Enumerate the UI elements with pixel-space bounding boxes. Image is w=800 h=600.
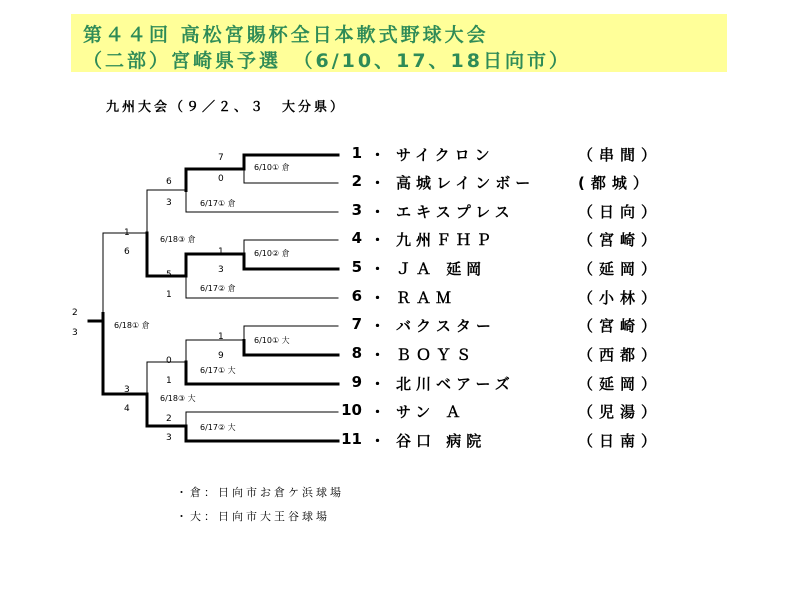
tournament-title: 第４４回 高松宮賜杯全日本軟式野球大会 bbox=[83, 24, 489, 46]
match-info: 6/17① 大 bbox=[200, 366, 236, 375]
match-info: 6/17① 倉 bbox=[200, 199, 236, 208]
score-top: 2 bbox=[166, 414, 172, 424]
score-top: 3 bbox=[124, 385, 130, 395]
score-bottom: 3 bbox=[218, 265, 224, 275]
match-info: 6/18① 倉 bbox=[114, 321, 150, 330]
team-location: （西都） bbox=[578, 346, 663, 364]
kyushu-tournament-note: 九州大会（９／２、３ 大分県） bbox=[106, 100, 347, 115]
team-location: （延岡） bbox=[578, 375, 663, 393]
score-top: 5 bbox=[166, 270, 172, 280]
team-row bbox=[340, 229, 680, 251]
team-name: 九州ＦＨＰ bbox=[396, 231, 497, 249]
legend-kura-stadium: ・倉：日向市お倉ケ浜球場 bbox=[176, 486, 344, 499]
team-separator: ・ bbox=[370, 146, 386, 164]
team-name: 北川ベアーズ bbox=[396, 375, 515, 393]
match-info: 6/10① 倉 bbox=[254, 163, 290, 172]
team-location: （日向） bbox=[578, 203, 663, 221]
score-top: 1 bbox=[124, 228, 130, 238]
team-separator: ・ bbox=[370, 289, 386, 307]
score-bottom: 3 bbox=[166, 433, 172, 443]
score-top: 2 bbox=[72, 308, 78, 318]
team-location: （宮崎） bbox=[578, 231, 663, 249]
team-separator: ・ bbox=[370, 203, 386, 221]
tournament-subtitle: （二部）宮崎県予選 （6/10、17、18日向市） bbox=[83, 50, 571, 72]
team-row bbox=[340, 430, 680, 452]
team-location: （日南） bbox=[578, 432, 663, 450]
team-seed-number: 5 bbox=[351, 258, 362, 276]
team-seed-number: 8 bbox=[351, 344, 362, 362]
team-location: （延岡） bbox=[578, 260, 663, 278]
team-row bbox=[340, 144, 680, 166]
team-seed-number: 7 bbox=[351, 315, 362, 333]
team-row bbox=[340, 201, 680, 223]
team-separator: ・ bbox=[370, 403, 386, 421]
team-row bbox=[340, 172, 680, 194]
team-location: （小林） bbox=[578, 289, 663, 307]
team-name: ＲＡＭ bbox=[396, 289, 457, 307]
team-name: エキスプレス bbox=[396, 203, 515, 221]
team-location: （宮崎） bbox=[578, 317, 663, 335]
team-seed-number: 6 bbox=[351, 287, 362, 305]
team-separator: ・ bbox=[370, 231, 386, 249]
score-bottom: 3 bbox=[72, 328, 78, 338]
team-seed-number: 4 bbox=[351, 229, 362, 247]
team-row bbox=[340, 344, 680, 366]
match-info: 6/18③ 大 bbox=[160, 394, 196, 403]
score-bottom: 9 bbox=[218, 351, 224, 361]
team-location: (都城） bbox=[578, 174, 654, 192]
team-seed-number: 1 bbox=[351, 144, 362, 162]
team-separator: ・ bbox=[370, 317, 386, 335]
team-seed-number: 2 bbox=[351, 172, 362, 190]
score-top: 0 bbox=[166, 356, 172, 366]
team-separator: ・ bbox=[370, 346, 386, 364]
team-row bbox=[340, 258, 680, 280]
score-bottom: 0 bbox=[218, 174, 224, 184]
score-top: 1 bbox=[218, 332, 224, 342]
team-name: ＢＯＹＳ bbox=[396, 346, 477, 364]
team-location: （串間） bbox=[578, 146, 663, 164]
score-top: 1 bbox=[218, 247, 224, 257]
match-info: 6/10② 倉 bbox=[254, 249, 290, 258]
team-row bbox=[340, 287, 680, 309]
team-row bbox=[340, 401, 680, 423]
legend-daio-stadium: ・大：日向市大王谷球場 bbox=[176, 510, 330, 523]
match-info: 6/10① 大 bbox=[254, 336, 290, 345]
score-bottom: 6 bbox=[124, 247, 130, 257]
team-row bbox=[340, 373, 680, 395]
team-seed-number: 9 bbox=[351, 373, 362, 391]
match-info: 6/18③ 倉 bbox=[160, 235, 196, 244]
team-separator: ・ bbox=[370, 174, 386, 192]
team-separator: ・ bbox=[370, 432, 386, 450]
team-separator: ・ bbox=[370, 260, 386, 278]
score-bottom: 1 bbox=[166, 376, 172, 386]
team-separator: ・ bbox=[370, 375, 386, 393]
score-top: 6 bbox=[166, 177, 172, 187]
team-seed-number: 11 bbox=[341, 430, 362, 448]
score-bottom: 1 bbox=[166, 290, 172, 300]
team-seed-number: 10 bbox=[341, 401, 362, 419]
team-name: ＪＡ 延岡 bbox=[396, 260, 487, 278]
score-bottom: 3 bbox=[166, 198, 172, 208]
score-top: 7 bbox=[218, 153, 224, 163]
team-name: 谷口 病院 bbox=[396, 432, 487, 450]
team-name: 高城レインボー bbox=[396, 174, 536, 192]
team-seed-number: 3 bbox=[351, 201, 362, 219]
team-name: サン Ａ bbox=[396, 403, 466, 421]
team-name: サイクロン bbox=[396, 146, 495, 164]
match-info: 6/17② 倉 bbox=[200, 284, 236, 293]
score-bottom: 4 bbox=[124, 404, 130, 414]
team-location: （児湯） bbox=[578, 403, 663, 421]
team-name: バクスター bbox=[396, 317, 496, 335]
team-row bbox=[340, 315, 680, 337]
match-info: 6/17② 大 bbox=[200, 423, 236, 432]
